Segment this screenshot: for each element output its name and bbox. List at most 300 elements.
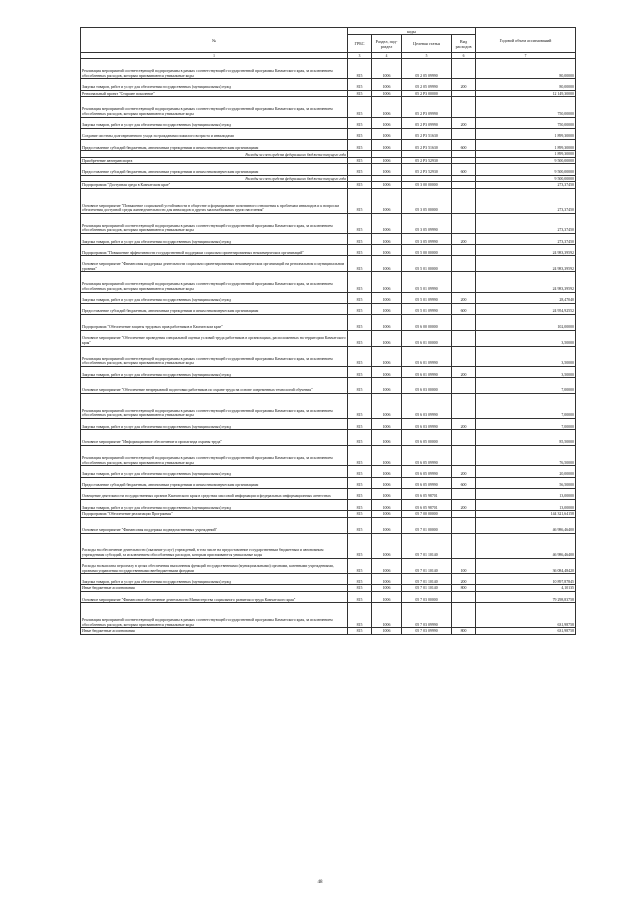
row-grbs [348, 151, 372, 158]
table-row [81, 533, 576, 558]
row-name: Основное мероприятие "Финансовая поддержка подведомственных учреждений" [81, 517, 348, 533]
row-name: Расходы за счет средств федерального бюджета текущего года [81, 175, 348, 182]
row-grbs: 815 [348, 117, 372, 128]
table-row [81, 182, 576, 189]
row-target: 05 7 03 09990 [402, 603, 452, 628]
row-amount: 9 500,00000 [476, 157, 576, 164]
row-target: 05 2 P3 09990 [402, 117, 452, 128]
row-name: Основное мероприятие "Финансовое обеспечение деятельности Министерства социального развития и труда Камчатского края" [81, 592, 348, 603]
row-name: Основное мероприятие "Информационное обеспечение и пропаганда охраны труда" [81, 430, 348, 446]
row-name: Основное мероприятие "Финансовая поддержка деятельности социально ориентированных некоммерческих организаций на региональном и муниципальном уровнях" [81, 256, 348, 272]
row-target: 05 6 01 09990 [402, 367, 452, 378]
row-name: Подпрограмма "Доступная среда в Камчатском крае" [81, 182, 348, 189]
table-row [81, 234, 576, 245]
note-row [81, 175, 576, 182]
row-name: Предоставление субсидий бюджетным, автономным учреждениям и иным некоммерческим организациям [81, 164, 348, 175]
row-name: Основное мероприятие "Обеспечение непрерывной подготовки работников по охране труда на основе современных технологий обучения" [81, 378, 348, 394]
row-name: Закупка товаров, работ и услуг для обеспечения государственных (муниципальных) нужд [81, 418, 348, 429]
header-row-1 [81, 28, 576, 35]
row-amount: 79 298,83758 [476, 592, 576, 603]
table-row [81, 628, 576, 635]
row-exp-type [452, 97, 476, 117]
col-number: 4 [372, 53, 402, 59]
row-exp-type: 200 [452, 418, 476, 429]
table-row [81, 213, 576, 233]
table-row [81, 117, 576, 128]
row-grbs: 815 [348, 330, 372, 346]
row-target: 05 2 P3 00000 [402, 90, 452, 97]
row-section: 1006 [372, 585, 402, 592]
row-amount: 12 149,30000 [476, 90, 576, 97]
row-section: 1006 [372, 393, 402, 418]
header-codes: коды [348, 28, 476, 35]
row-name: Закупка товаров, работ и услуг для обеспечения государственных (муниципальных) нужд [81, 499, 348, 510]
row-target [402, 151, 452, 158]
row-section: 1006 [372, 367, 402, 378]
row-amount: 28,47040 [476, 292, 576, 303]
row-target: 05 6 03 09990 [402, 418, 452, 429]
row-exp-type: 200 [452, 574, 476, 585]
row-target: 05 7 01 10140 [402, 533, 452, 558]
table-row [81, 511, 576, 518]
table-row [81, 157, 576, 164]
row-section: 1006 [372, 117, 402, 128]
row-exp-type [452, 213, 476, 233]
row-section: 1006 [372, 59, 402, 79]
table-row [81, 430, 576, 446]
row-target: 05 2 P3 51630 [402, 128, 452, 139]
row-section: 1006 [372, 517, 402, 533]
row-target: 05 3 00 00000 [402, 182, 452, 189]
row-grbs: 815 [348, 213, 372, 233]
row-section: 1006 [372, 592, 402, 603]
row-grbs: 815 [348, 499, 372, 510]
row-grbs: 815 [348, 128, 372, 139]
row-grbs: 815 [348, 164, 372, 175]
row-name: Иные бюджетные ассигнования [81, 585, 348, 592]
row-grbs: 815 [348, 315, 372, 331]
row-target: 05 3 05 00000 [402, 188, 452, 213]
row-exp-type [452, 330, 476, 346]
row-section: 1006 [372, 164, 402, 175]
row-exp-type: 600 [452, 477, 476, 488]
row-grbs: 815 [348, 477, 372, 488]
row-amount: 13,00000 [476, 488, 576, 499]
table-row [81, 245, 576, 256]
row-section: 1006 [372, 499, 402, 510]
row-section: 1006 [372, 128, 402, 139]
budget-table [80, 27, 576, 635]
row-grbs: 815 [348, 378, 372, 394]
row-grbs: 815 [348, 603, 372, 628]
row-exp-type [452, 592, 476, 603]
row-name: Освещение деятельности государственных органов Камчатского края в средствах массовой информации и федеральных информационных агентствах [81, 488, 348, 499]
row-name: Реализация мероприятий соответствующей подпрограммы в рамках соответствующей государственной программы Камчатского края, за исключением обособленных расходов, которым присваиваются уникальные коды [81, 59, 348, 79]
row-section: 1006 [372, 445, 402, 465]
row-exp-type [452, 175, 476, 182]
row-amount: 24 983,39592 [476, 256, 576, 272]
row-exp-type: 200 [452, 499, 476, 510]
row-amount: 7,00000 [476, 393, 576, 418]
row-exp-type: 200 [452, 367, 476, 378]
row-grbs: 815 [348, 97, 372, 117]
row-exp-type [452, 488, 476, 499]
row-section: 1006 [372, 139, 402, 150]
row-grbs: 815 [348, 157, 372, 164]
row-exp-type: 200 [452, 234, 476, 245]
table-row [81, 292, 576, 303]
row-exp-type: 800 [452, 585, 476, 592]
row-amount: 13,00000 [476, 499, 576, 510]
row-amount: 36 084,48420 [476, 558, 576, 574]
row-amount: 56,50000 [476, 477, 576, 488]
table-row [81, 592, 576, 603]
row-target: 05 2 P3 52930 [402, 157, 452, 164]
table-row [81, 585, 576, 592]
row-target: 05 6 00 00000 [402, 315, 452, 331]
row-section: 1006 [372, 188, 402, 213]
row-section: 1006 [372, 378, 402, 394]
row-exp-type [452, 533, 476, 558]
row-grbs: 815 [348, 139, 372, 150]
note-row [81, 151, 576, 158]
table-row [81, 128, 576, 139]
table-row [81, 488, 576, 499]
row-exp-type [452, 182, 476, 189]
table-row [81, 59, 576, 79]
row-target: 05 6 05 09990 [402, 466, 452, 477]
row-amount: 76,50000 [476, 445, 576, 465]
row-section: 1006 [372, 315, 402, 331]
header-grbs: ГРБС [348, 35, 372, 53]
budget-table-body [81, 28, 576, 635]
col-number: 1 [81, 53, 348, 59]
row-amount: 7,00000 [476, 418, 576, 429]
row-exp-type [452, 157, 476, 164]
row-target: 05 2 P3 51630 [402, 139, 452, 150]
row-grbs: 815 [348, 466, 372, 477]
row-section: 1006 [372, 574, 402, 585]
row-grbs: 815 [348, 79, 372, 90]
row-section: 1006 [372, 533, 402, 558]
table-row [81, 418, 576, 429]
row-name: Предоставление субсидий бюджетным, автономным учреждениям и иным некоммерческим организациям [81, 303, 348, 314]
row-target: 05 6 03 09990 [402, 393, 452, 418]
row-name: Реализация мероприятий соответствующей подпрограммы в рамках соответствующей государственной программы Камчатского края, за исключением обособленных расходов, которым присваиваются уникальные коды [81, 393, 348, 418]
row-target: 05 6 05 98701 [402, 488, 452, 499]
row-section: 1006 [372, 477, 402, 488]
row-name: Региональный проект "Старшее поколение" [81, 90, 348, 97]
row-name: Подпрограмма "Повышение эффективности государственной поддержки социально ориентированных некоммерческих организаций" [81, 245, 348, 256]
table-row [81, 315, 576, 331]
row-name: Приобретение автотранспорта [81, 157, 348, 164]
row-target: 05 7 01 10140 [402, 558, 452, 574]
row-grbs: 815 [348, 245, 372, 256]
row-amount: 631,98758 [476, 603, 576, 628]
row-section: 1006 [372, 628, 402, 635]
row-grbs: 815 [348, 367, 372, 378]
row-amount: 46 986,46400 [476, 517, 576, 533]
table-row [81, 393, 576, 418]
row-section [372, 151, 402, 158]
table-row [81, 256, 576, 272]
row-section: 1006 [372, 511, 402, 518]
row-name: Расходы на выплаты персоналу в целях обеспечения выполнения функций государственными (муниципальными) органами, казенными учреждениями, органами управления государственными внебюджетными фондами [81, 558, 348, 574]
row-exp-type [452, 430, 476, 446]
table-row [81, 272, 576, 292]
row-target: 05 7 01 10140 [402, 574, 452, 585]
row-grbs: 815 [348, 292, 372, 303]
row-name: Закупка товаров, работ и услуг для обеспечения государственных (муниципальных) нужд [81, 574, 348, 585]
row-grbs: 815 [348, 430, 372, 446]
row-exp-type: 600 [452, 139, 476, 150]
row-amount: 1 899,30000 [476, 139, 576, 150]
table-row [81, 517, 576, 533]
row-amount: 750,00000 [476, 97, 576, 117]
header-section: Раздел, под-раздел [372, 35, 402, 53]
row-section: 1006 [372, 272, 402, 292]
row-section: 1006 [372, 303, 402, 314]
row-grbs: 815 [348, 346, 372, 366]
row-section: 1006 [372, 79, 402, 90]
row-section: 1006 [372, 603, 402, 628]
table-row [81, 367, 576, 378]
table-row [81, 330, 576, 346]
row-exp-type [452, 378, 476, 394]
row-name: Создание системы долговременного ухода за гражданами пожилого возраста и инвалидами [81, 128, 348, 139]
row-amount: 24 983,39592 [476, 245, 576, 256]
row-target: 05 7 03 00000 [402, 592, 452, 603]
row-target: 05 6 05 09990 [402, 477, 452, 488]
table-row [81, 164, 576, 175]
row-grbs: 815 [348, 592, 372, 603]
row-name: Закупка товаров, работ и услуг для обеспечения государственных (муниципальных) нужд [81, 117, 348, 128]
row-target: 05 6 05 09990 [402, 445, 452, 465]
table-row [81, 90, 576, 97]
col-number: 6 [452, 53, 476, 59]
row-target: 05 5 01 09990 [402, 292, 452, 303]
row-name: Предоставление субсидий бюджетным, автономным учреждениям и иным некоммерческим организациям [81, 139, 348, 150]
table-row [81, 466, 576, 477]
row-amount: 3,50000 [476, 367, 576, 378]
row-grbs: 815 [348, 533, 372, 558]
row-amount: 80,00000 [476, 79, 576, 90]
row-amount: 3,50000 [476, 330, 576, 346]
row-target: 05 3 05 09990 [402, 234, 452, 245]
row-exp-type [452, 315, 476, 331]
table-row [81, 603, 576, 628]
header-exp-type: Вид расходов [452, 35, 476, 53]
table-row [81, 445, 576, 465]
row-name: Закупка товаров, работ и услуг для обеспечения государственных (муниципальных) нужд [81, 466, 348, 477]
row-amount: 273,37450 [476, 188, 576, 213]
row-grbs [348, 175, 372, 182]
row-exp-type [452, 90, 476, 97]
row-amount: 9 500,00000 [476, 164, 576, 175]
row-grbs: 815 [348, 234, 372, 245]
row-exp-type: 200 [452, 79, 476, 90]
row-exp-type [452, 511, 476, 518]
row-section: 1006 [372, 418, 402, 429]
row-target: 05 5 01 09990 [402, 272, 452, 292]
table-row [81, 139, 576, 150]
row-section: 1006 [372, 292, 402, 303]
row-grbs: 815 [348, 628, 372, 635]
row-amount: 7,00000 [476, 378, 576, 394]
row-exp-type: 200 [452, 292, 476, 303]
row-section: 1006 [372, 346, 402, 366]
row-target: 05 6 03 00000 [402, 378, 452, 394]
row-target: 05 6 05 98701 [402, 499, 452, 510]
row-section: 1006 [372, 213, 402, 233]
row-amount: 85,50000 [476, 430, 576, 446]
row-grbs: 815 [348, 558, 372, 574]
row-name: Реализация мероприятий соответствующей подпрограммы в рамках соответствующей государственной программы Камчатского края, за исключением обособленных расходов, которым присваиваются уникальные коды [81, 97, 348, 117]
row-exp-type: 600 [452, 164, 476, 175]
row-target: 05 6 05 00000 [402, 430, 452, 446]
row-amount: 631,98758 [476, 628, 576, 635]
row-target: 05 7 00 00000 [402, 511, 452, 518]
row-target: 05 5 00 00000 [402, 245, 452, 256]
row-name: Реализация мероприятий соответствующей подпрограммы в рамках соответствующей государственной программы Камчатского края, за исключением обособленных расходов, которым присваиваются уникальные коды [81, 272, 348, 292]
row-section: 1006 [372, 430, 402, 446]
row-section: 1006 [372, 245, 402, 256]
row-exp-type [452, 245, 476, 256]
row-amount: 273,37450 [476, 234, 576, 245]
row-grbs: 815 [348, 393, 372, 418]
row-amount: 1 899,30000 [476, 128, 576, 139]
row-target: 05 7 03 09990 [402, 628, 452, 635]
table-row [81, 303, 576, 314]
row-section: 1006 [372, 558, 402, 574]
row-target: 05 2 P3 52930 [402, 164, 452, 175]
row-exp-type [452, 346, 476, 366]
row-name: Закупка товаров, работ и услуг для обеспечения государственных (муниципальных) нужд [81, 79, 348, 90]
row-section: 1006 [372, 182, 402, 189]
row-grbs: 815 [348, 574, 372, 585]
row-grbs: 815 [348, 272, 372, 292]
row-name: Закупка товаров, работ и услуг для обеспечения государственных (муниципальных) нужд [81, 367, 348, 378]
row-amount: 9 500,00000 [476, 175, 576, 182]
row-name: Подпрограмма "Обеспечение защиты трудовых прав работников в Камчатском крае" [81, 315, 348, 331]
row-grbs: 815 [348, 182, 372, 189]
row-amount: 750,00000 [476, 117, 576, 128]
row-name: Реализация мероприятий соответствующей подпрограммы в рамках соответствующей государственной программы Камчатского края, за исключением обособленных расходов, которым присваиваются уникальные коды [81, 213, 348, 233]
table-row [81, 378, 576, 394]
table-row [81, 574, 576, 585]
row-target [402, 175, 452, 182]
table-row [81, 79, 576, 90]
table-row [81, 499, 576, 510]
col-number: 7 [476, 53, 576, 59]
row-amount: 46 986,46400 [476, 533, 576, 558]
row-name: Реализация мероприятий соответствующей подпрограммы в рамках соответствующей государственной программы Камчатского края, за исключением обособленных расходов, которым присваиваются уникальные коды [81, 603, 348, 628]
row-grbs: 815 [348, 445, 372, 465]
budget-document [80, 27, 575, 635]
row-exp-type [452, 188, 476, 213]
row-exp-type [452, 517, 476, 533]
row-grbs: 815 [348, 59, 372, 79]
row-exp-type [452, 393, 476, 418]
row-section: 1006 [372, 256, 402, 272]
row-name: Иные бюджетные ассигнования [81, 628, 348, 635]
table-row [81, 346, 576, 366]
row-amount: 10 897,87845 [476, 574, 576, 585]
row-exp-type [452, 59, 476, 79]
col-number: 5 [402, 53, 452, 59]
row-exp-type [452, 151, 476, 158]
row-target: 05 2 05 09990 [402, 59, 452, 79]
row-amount: 3,50000 [476, 346, 576, 366]
row-exp-type: 600 [452, 303, 476, 314]
row-grbs: 815 [348, 511, 372, 518]
row-name: Подпрограмма "Обеспечение реализации Программы" [81, 511, 348, 518]
row-amount: 1 899,30000 [476, 151, 576, 158]
row-amount: 20,00000 [476, 466, 576, 477]
row-target: 05 5 01 09990 [402, 303, 452, 314]
row-name: Расходы на обеспечение деятельности (оказание услуг) учреждений, в том числе на предоставление государственным бюджетным и автономным учреждениям субсидий, за исключением обособленных расходов, которым присваиваются уникальные коды [81, 533, 348, 558]
row-exp-type: 200 [452, 117, 476, 128]
row-exp-type: 200 [452, 466, 476, 477]
row-name: Закупка товаров, работ и услуг для обеспечения государственных (муниципальных) нужд [81, 234, 348, 245]
row-amount: 102,00000 [476, 315, 576, 331]
row-target: 05 2 05 09990 [402, 79, 452, 90]
row-grbs: 815 [348, 517, 372, 533]
row-exp-type [452, 445, 476, 465]
row-name: Закупка товаров, работ и услуг для обеспечения государственных (муниципальных) нужд [81, 292, 348, 303]
row-exp-type [452, 272, 476, 292]
table-row [81, 477, 576, 488]
row-section: 1006 [372, 330, 402, 346]
row-amount: 144 321,64158 [476, 511, 576, 518]
row-section: 1006 [372, 97, 402, 117]
row-amount: 4,10135 [476, 585, 576, 592]
row-grbs: 815 [348, 585, 372, 592]
row-grbs: 815 [348, 303, 372, 314]
row-section: 1006 [372, 157, 402, 164]
row-target: 05 6 01 09990 [402, 346, 452, 366]
row-section [372, 175, 402, 182]
table-row [81, 188, 576, 213]
row-grbs: 815 [348, 188, 372, 213]
row-name: Реализация мероприятий соответствующей подпрограммы в рамках соответствующей государственной программы Камчатского края, за исключением обособленных расходов, которым присваиваются уникальные коды [81, 445, 348, 465]
row-grbs: 815 [348, 418, 372, 429]
col-number: 3 [348, 53, 372, 59]
row-name: Основное мероприятие "Обеспечение проведения специальной оценки условий труда работников в организациях, расположенных на территории Камчатского края" [81, 330, 348, 346]
row-grbs: 815 [348, 256, 372, 272]
row-name: Реализация мероприятий соответствующей подпрограммы в рамках соответствующей государственной программы Камчатского края, за исключением обособленных расходов, которым присваиваются уникальные коды [81, 346, 348, 366]
header-target: Целевая статья [402, 35, 452, 53]
row-target: 05 7 01 10140 [402, 585, 452, 592]
row-exp-type: 100 [452, 558, 476, 574]
row-name: Расходы за счет средств федерального бюджета текущего года [81, 151, 348, 158]
row-target: 05 2 P3 09990 [402, 97, 452, 117]
row-grbs: 815 [348, 90, 372, 97]
row-exp-type: 800 [452, 628, 476, 635]
header-num: № [81, 28, 348, 53]
row-exp-type [452, 256, 476, 272]
table-row [81, 558, 576, 574]
header-total: Годовой объем ассигнований [476, 28, 576, 53]
row-target: 05 7 01 00000 [402, 517, 452, 533]
page-number: 48 [317, 880, 323, 885]
row-target: 05 6 01 00000 [402, 330, 452, 346]
row-amount: 273,37450 [476, 213, 576, 233]
row-grbs: 815 [348, 488, 372, 499]
table-row [81, 97, 576, 117]
row-exp-type [452, 603, 476, 628]
row-target: 05 5 01 00000 [402, 256, 452, 272]
